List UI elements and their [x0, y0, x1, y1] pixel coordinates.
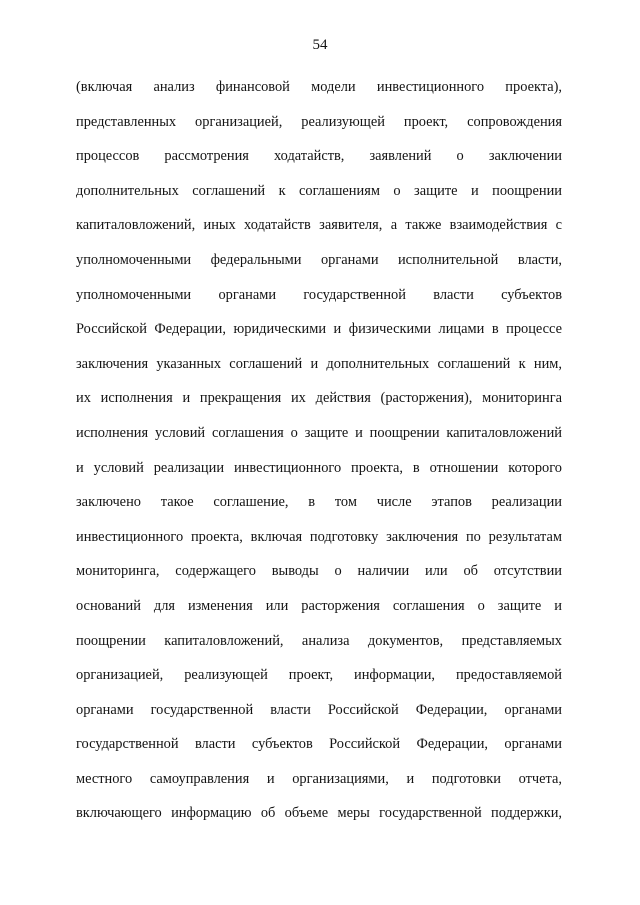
page-number: 54 — [312, 37, 328, 53]
text-line: включающего информацию об объеме меры государственной поддержки, — [76, 805, 562, 822]
text-line: мониторинга, содержащего выводы о наличии или об отсутствии — [76, 563, 562, 580]
text-line: поощрении капиталовложений, анализа документов, представляемых — [76, 632, 562, 649]
text-line: органами государственной власти Российской Федерации, органами — [76, 701, 562, 718]
text-line: исполнения условий соглашения о защите и поощрении капиталовложений — [76, 424, 562, 441]
text-line: организацией, реализующей проект, информации, предоставляемой — [76, 667, 562, 684]
text-line: государственной власти субъектов Российской Федерации, органами — [76, 736, 562, 753]
text-line: уполномоченными федеральными органами исполнительной власти, — [76, 251, 562, 268]
text-line: представленных организацией, реализующей проект, сопровождения — [76, 113, 562, 130]
text-line: заключено такое соглашение, в том числе этапов реализации — [76, 494, 562, 511]
text-line: уполномоченными органами государственной власти субъектов — [76, 286, 562, 303]
text-line: заключения указанных соглашений и дополнительных соглашений к ним, — [76, 355, 562, 372]
body-text — [76, 70, 562, 831]
text-line: их исполнения и прекращения их действия (расторжения), мониторинга — [76, 390, 562, 407]
text-line: дополнительных соглашений к соглашениям о защите и поощрении — [76, 182, 562, 199]
text-line: Российской Федерации, юридическими и физическими лицами в процессе — [76, 321, 562, 338]
text-line: капиталовложений, иных ходатайств заявителя, а также взаимодействия с — [76, 217, 562, 234]
text-line: местного самоуправления и организациями, и подготовки отчета, — [76, 770, 562, 787]
text-line: оснований для изменения или расторжения соглашения о защите и — [76, 597, 562, 614]
text-line: и условий реализации инвестиционного проекта, в отношении которого — [76, 459, 562, 476]
text-line: (включая анализ финансовой модели инвестиционного проекта), — [76, 79, 562, 95]
text-line: процессов рассмотрения ходатайств, заявлений о заключении — [76, 148, 562, 165]
text-line: инвестиционного проекта, включая подготовку заключения по результатам — [76, 528, 562, 545]
